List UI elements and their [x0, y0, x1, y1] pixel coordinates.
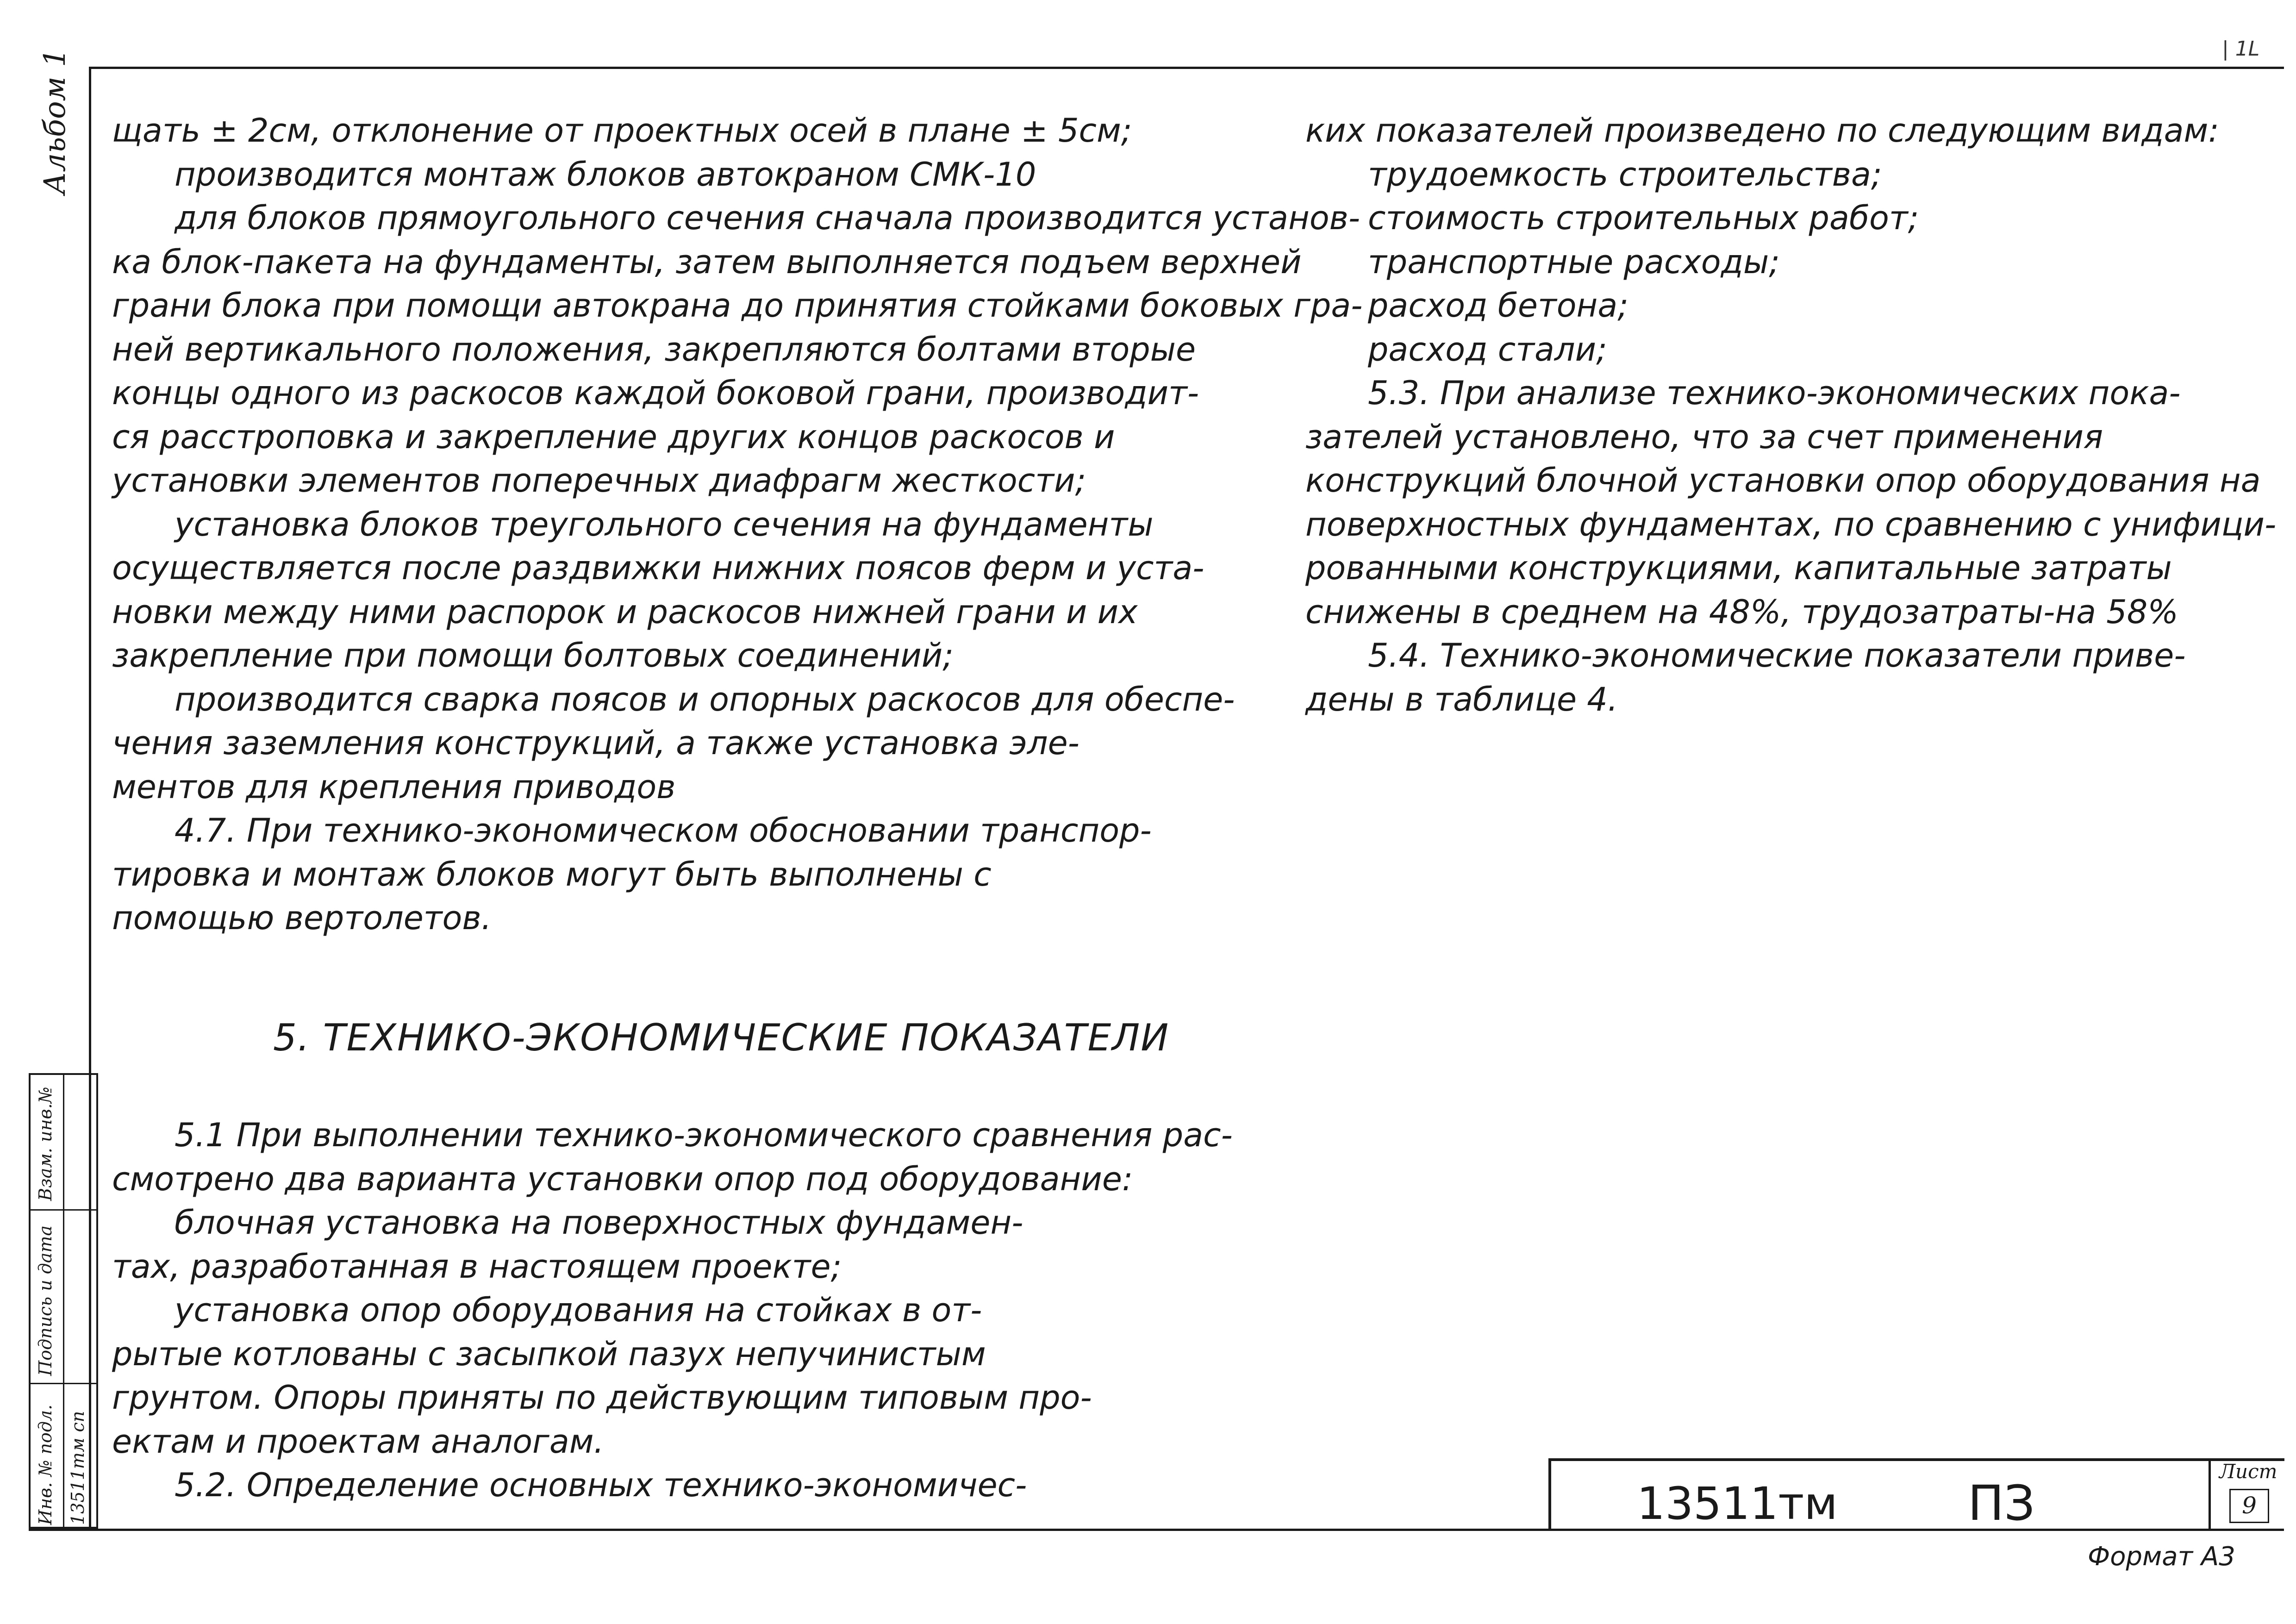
inv-no-value: 13511тм сп	[68, 1411, 88, 1525]
text-line: 5.4. Технико-экономические показатели приве-	[1368, 637, 2186, 675]
signature-date-label: Подпись и дата	[35, 1225, 56, 1376]
text-line: новки между ними распорок и раскосов нижней грани и их	[112, 593, 1138, 631]
left-column	[112, 109, 1363, 940]
margin-album-label: Альбом 1	[38, 48, 72, 194]
text-line: смотрено два варианта установки опор под оборудование:	[112, 1160, 1133, 1198]
format-label: Формат А3	[2088, 1542, 2235, 1572]
text-line: рованными конструкциями, капитальные затраты	[1305, 549, 2172, 587]
text-line: для блоков прямоугольного сечения сначала производится установ-	[175, 199, 1360, 237]
text-line: установка опор оборудования на стойках в от-	[175, 1291, 982, 1329]
frame-top-border	[89, 67, 2284, 69]
strip-row-divider	[31, 1209, 96, 1211]
section-5-text	[112, 1113, 1233, 1507]
replace-inv-label: Взам. инв.№	[35, 1087, 56, 1201]
section-heading: 5. ТЕХНИКО-ЭКОНОМИЧЕСКИЕ ПОКАЗАТЕЛИ	[273, 1016, 1170, 1059]
text-line: помощью вертолетов.	[112, 899, 492, 937]
text-line: производится сварка поясов и опорных раскосов для обеспе-	[175, 680, 1235, 718]
text-line: расход стали;	[1368, 330, 1607, 369]
text-line: 5.3. При анализе технико-экономических пока-	[1368, 374, 2181, 412]
strip-divider	[63, 1075, 64, 1527]
doc-code: 13511тм	[1637, 1478, 1838, 1530]
text-line: блочная установка на поверхностных фундамен-	[175, 1204, 1023, 1242]
strip-row-divider	[31, 1383, 96, 1384]
text-line: рытые котлованы с засыпкой пазух непучинистым	[112, 1335, 986, 1373]
text-line: ектам и проектам аналогам.	[112, 1422, 604, 1461]
text-line: транспортные расходы;	[1368, 243, 1780, 281]
text-line: ней вертикального положения, закрепляются болтами вторые	[112, 330, 1196, 369]
text-line: расход бетона;	[1368, 287, 1628, 325]
text-line: ких показателей произведено по следующим видам:	[1305, 112, 2219, 150]
title-block	[1548, 1458, 2284, 1530]
text-line: 5.1 При выполнении технико-экономического сравнения рас-	[175, 1116, 1233, 1154]
text-line: трудоемкость строительства;	[1368, 155, 1882, 194]
text-line: осуществляется после раздвижки нижних поясов ферм и уста-	[112, 549, 1204, 587]
sheet-label: Лист	[2219, 1460, 2277, 1483]
text-line: дены в таблице 4.	[1305, 680, 1618, 718]
text-line: грунтом. Опоры приняты по действующим типовым про-	[112, 1379, 1092, 1417]
sheet-box	[2209, 1458, 2284, 1530]
text-line: ка блок-пакета на фундаменты, затем выполняется подъем верхней	[112, 243, 1302, 281]
text-line: тах, разработанная в настоящем проекте;	[112, 1247, 842, 1286]
text-line: щать ± 2см, отклонение от проектных осей в плане ± 5см;	[112, 112, 1132, 150]
text-line: производится монтаж блоков автокраном СМК-10	[175, 155, 1036, 194]
corner-mark: | 1L	[2222, 37, 2260, 61]
text-line: установка блоков треугольного сечения на фундаменты	[175, 505, 1154, 543]
text-line: закрепление при помощи болтовых соединений;	[112, 637, 954, 675]
text-line: поверхностных фундаментах, по сравнению с унифици-	[1305, 505, 2277, 543]
sheet-number: 9	[2229, 1489, 2269, 1523]
text-line: установки элементов поперечных диафрагм жесткости;	[112, 462, 1086, 500]
text-line: ся расстроповка и закрепление других концов раскосов и	[112, 418, 1115, 456]
text-line: грани блока при помощи автокрана до принятия стойками боковых гра-	[112, 287, 1363, 325]
doc-type: ПЗ	[1968, 1475, 2035, 1531]
text-line: стоимость строительных работ;	[1368, 199, 1919, 237]
text-line: зателей установлено, что за счет применения	[1305, 418, 2103, 456]
stamp-strip	[29, 1073, 98, 1529]
text-line: 5.2. Определение основных технико-экономичес-	[175, 1466, 1027, 1504]
text-line: ментов для крепления приводов	[112, 768, 676, 806]
text-line: концы одного из раскосов каждой боковой грани, производит-	[112, 374, 1199, 412]
right-column	[1305, 109, 2277, 721]
text-line: снижены в среднем на 48%, трудозатраты-на 58%	[1305, 593, 2178, 631]
text-line: 4.7. При технико-экономическом обосновании транспор-	[175, 812, 1152, 849]
text-line: конструкций блочной установки опор оборудования на	[1305, 462, 2261, 500]
inv-no-label: Инв. № подл.	[35, 1404, 56, 1525]
text-line: тировка и монтаж блоков могут быть выполнены с	[112, 855, 992, 893]
text-line: чения заземления конструкций, а также установка эле-	[112, 724, 1079, 762]
